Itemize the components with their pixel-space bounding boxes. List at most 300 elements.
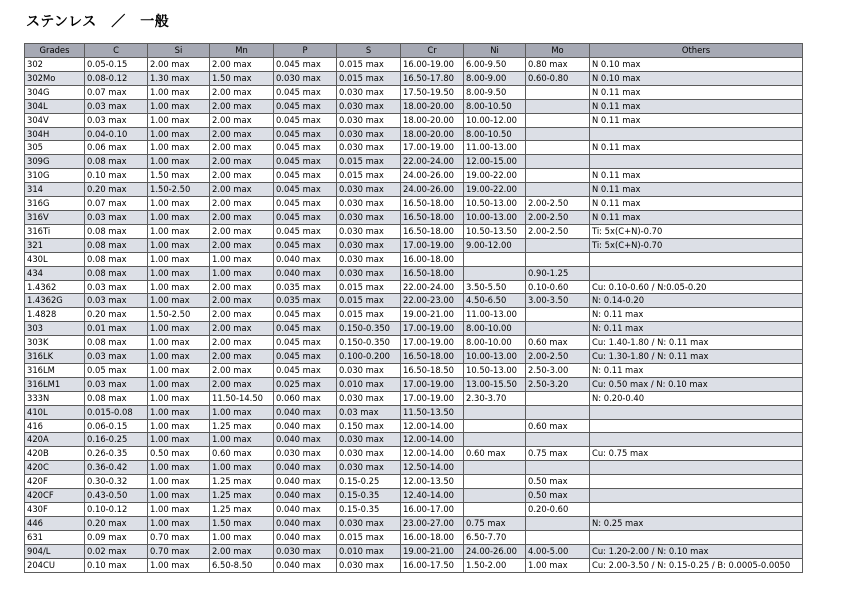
- cell-mn: 2.00 max: [210, 197, 274, 211]
- table-row: [25, 266, 803, 280]
- cell-s: 0.03 max: [337, 405, 401, 419]
- cell-grade: 316LK: [25, 350, 85, 364]
- cell-mn: 2.00 max: [210, 350, 274, 364]
- cell-others: [590, 475, 803, 489]
- cell-s: 0.030 max: [337, 461, 401, 475]
- cell-cr: 22.00-24.00: [401, 280, 464, 294]
- cell-mo: 0.50 max: [526, 475, 590, 489]
- cell-si: 1.00 max: [148, 252, 210, 266]
- cell-grade: 304G: [25, 85, 85, 99]
- cell-others: [590, 489, 803, 503]
- cell-cr: 17.00-19.00: [401, 238, 464, 252]
- cell-s: 0.015 max: [337, 169, 401, 183]
- cell-cr: 17.00-19.00: [401, 391, 464, 405]
- cell-others: N 0.11 max: [590, 85, 803, 99]
- cell-si: 1.00 max: [148, 363, 210, 377]
- header-mo: Mo: [526, 44, 590, 58]
- cell-s: 0.015 max: [337, 308, 401, 322]
- cell-grade: 904/L: [25, 544, 85, 558]
- cell-others: [590, 503, 803, 517]
- cell-others: N: 0.11 max: [590, 308, 803, 322]
- cell-s: 0.100-0.200: [337, 350, 401, 364]
- cell-cr: 18.00-20.00: [401, 113, 464, 127]
- cell-mn: 11.50-14.50: [210, 391, 274, 405]
- cell-si: 0.70 max: [148, 530, 210, 544]
- cell-c: 0.20 max: [85, 516, 148, 530]
- cell-si: 1.00 max: [148, 503, 210, 517]
- cell-mo: [526, 99, 590, 113]
- cell-p: 0.040 max: [274, 461, 337, 475]
- cell-others: [590, 252, 803, 266]
- cell-grade: 631: [25, 530, 85, 544]
- cell-s: 0.010 max: [337, 377, 401, 391]
- cell-grade: 305: [25, 141, 85, 155]
- cell-mn: 2.00 max: [210, 169, 274, 183]
- cell-s: 0.15-0.35: [337, 489, 401, 503]
- cell-c: 0.08 max: [85, 391, 148, 405]
- cell-cr: 12.00-14.00: [401, 447, 464, 461]
- cell-p: 0.045 max: [274, 85, 337, 99]
- cell-grade: 304L: [25, 99, 85, 113]
- cell-mo: [526, 461, 590, 475]
- cell-cr: 22.00-23.00: [401, 294, 464, 308]
- cell-si: 1.00 max: [148, 210, 210, 224]
- cell-c: 0.08 max: [85, 266, 148, 280]
- table-row: [25, 155, 803, 169]
- cell-cr: 24.00-26.00: [401, 183, 464, 197]
- cell-p: 0.060 max: [274, 391, 337, 405]
- cell-p: 0.045 max: [274, 363, 337, 377]
- table-row: [25, 294, 803, 308]
- cell-others: Cu: 0.50 max / N: 0.10 max: [590, 377, 803, 391]
- cell-grade: 420B: [25, 447, 85, 461]
- cell-grade: 1.4362: [25, 280, 85, 294]
- cell-si: 1.30 max: [148, 71, 210, 85]
- cell-others: N: 0.11 max: [590, 322, 803, 336]
- cell-mo: [526, 238, 590, 252]
- cell-p: 0.040 max: [274, 558, 337, 572]
- cell-mn: 1.00 max: [210, 433, 274, 447]
- cell-p: 0.045 max: [274, 350, 337, 364]
- table-row: [25, 322, 803, 336]
- cell-s: 0.150 max: [337, 419, 401, 433]
- cell-p: 0.035 max: [274, 280, 337, 294]
- cell-si: 1.00 max: [148, 99, 210, 113]
- cell-mn: 1.00 max: [210, 405, 274, 419]
- cell-mo: [526, 113, 590, 127]
- cell-s: 0.030 max: [337, 266, 401, 280]
- cell-s: 0.030 max: [337, 516, 401, 530]
- cell-cr: 16.00-17.00: [401, 503, 464, 517]
- cell-c: 0.20 max: [85, 183, 148, 197]
- cell-cr: 16.50-17.80: [401, 71, 464, 85]
- cell-grade: 333N: [25, 391, 85, 405]
- table-row: [25, 461, 803, 475]
- cell-s: 0.030 max: [337, 197, 401, 211]
- cell-cr: 22.00-24.00: [401, 155, 464, 169]
- cell-grade: 321: [25, 238, 85, 252]
- table-row: [25, 85, 803, 99]
- cell-mn: 1.25 max: [210, 503, 274, 517]
- cell-grade: 310G: [25, 169, 85, 183]
- cell-cr: 12.00-14.00: [401, 433, 464, 447]
- cell-si: 1.00 max: [148, 475, 210, 489]
- cell-ni: [464, 252, 526, 266]
- cell-s: 0.030 max: [337, 127, 401, 141]
- cell-others: N 0.11 max: [590, 210, 803, 224]
- cell-others: [590, 127, 803, 141]
- cell-c: 0.06-0.15: [85, 419, 148, 433]
- cell-mn: 2.00 max: [210, 544, 274, 558]
- cell-mn: 2.00 max: [210, 280, 274, 294]
- cell-c: 0.03 max: [85, 350, 148, 364]
- cell-cr: 17.00-19.00: [401, 322, 464, 336]
- cell-mn: 2.00 max: [210, 210, 274, 224]
- cell-mo: 0.10-0.60: [526, 280, 590, 294]
- cell-cr: 18.00-20.00: [401, 127, 464, 141]
- cell-s: 0.030 max: [337, 238, 401, 252]
- cell-grade: 410L: [25, 405, 85, 419]
- cell-si: 1.00 max: [148, 238, 210, 252]
- cell-grade: 316LM: [25, 363, 85, 377]
- cell-others: N: 0.14-0.20: [590, 294, 803, 308]
- cell-mn: 2.00 max: [210, 377, 274, 391]
- cell-mo: [526, 183, 590, 197]
- table-row: [25, 363, 803, 377]
- cell-others: N 0.11 max: [590, 99, 803, 113]
- cell-mn: 2.00 max: [210, 127, 274, 141]
- cell-others: N 0.10 max: [590, 71, 803, 85]
- cell-others: N: 0.25 max: [590, 516, 803, 530]
- cell-p: 0.045 max: [274, 141, 337, 155]
- cell-ni: 10.00-13.00: [464, 210, 526, 224]
- cell-si: 1.00 max: [148, 266, 210, 280]
- cell-others: Cu: 1.20-2.00 / N: 0.10 max: [590, 544, 803, 558]
- cell-si: 1.50 max: [148, 169, 210, 183]
- cell-s: 0.015 max: [337, 294, 401, 308]
- table-row: [25, 516, 803, 530]
- cell-mn: 1.50 max: [210, 516, 274, 530]
- cell-p: 0.030 max: [274, 447, 337, 461]
- cell-s: 0.015 max: [337, 530, 401, 544]
- cell-s: 0.030 max: [337, 391, 401, 405]
- cell-others: Cu: 0.10-0.60 / N:0.05-0.20: [590, 280, 803, 294]
- cell-p: 0.040 max: [274, 419, 337, 433]
- table-row: [25, 447, 803, 461]
- cell-mo: [526, 127, 590, 141]
- cell-grade: 316G: [25, 197, 85, 211]
- cell-others: [590, 433, 803, 447]
- cell-c: 0.09 max: [85, 530, 148, 544]
- cell-si: 1.00 max: [148, 489, 210, 503]
- cell-others: Ti: 5x(C+N)-0.70: [590, 238, 803, 252]
- cell-mo: 1.00 max: [526, 558, 590, 572]
- cell-mn: 6.50-8.50: [210, 558, 274, 572]
- cell-cr: 16.00-18.00: [401, 252, 464, 266]
- cell-mo: 2.00-2.50: [526, 210, 590, 224]
- cell-s: 0.010 max: [337, 544, 401, 558]
- cell-others: N 0.11 max: [590, 183, 803, 197]
- table-row: [25, 169, 803, 183]
- cell-cr: 12.00-13.50: [401, 475, 464, 489]
- cell-cr: 17.00-19.00: [401, 336, 464, 350]
- table-row: [25, 350, 803, 364]
- cell-p: 0.040 max: [274, 405, 337, 419]
- cell-cr: 16.00-19.00: [401, 58, 464, 72]
- cell-p: 0.045 max: [274, 155, 337, 169]
- cell-cr: 16.50-18.00: [401, 224, 464, 238]
- cell-mo: 0.60 max: [526, 336, 590, 350]
- cell-cr: 16.50-18.00: [401, 266, 464, 280]
- cell-c: 0.08 max: [85, 336, 148, 350]
- cell-p: 0.040 max: [274, 489, 337, 503]
- cell-s: 0.15-0.25: [337, 475, 401, 489]
- cell-p: 0.045 max: [274, 308, 337, 322]
- cell-c: 0.05-0.15: [85, 58, 148, 72]
- cell-cr: 16.00-17.50: [401, 558, 464, 572]
- cell-mo: [526, 252, 590, 266]
- cell-mn: 2.00 max: [210, 85, 274, 99]
- cell-s: 0.015 max: [337, 71, 401, 85]
- cell-p: 0.040 max: [274, 252, 337, 266]
- table-row: [25, 419, 803, 433]
- cell-cr: 24.00-26.00: [401, 169, 464, 183]
- page-title: ステンレス ／ 一般: [26, 14, 170, 30]
- table-row: [25, 558, 803, 572]
- header-si: Si: [148, 44, 210, 58]
- header-c: C: [85, 44, 148, 58]
- cell-others: [590, 419, 803, 433]
- cell-c: 0.02 max: [85, 544, 148, 558]
- cell-others: [590, 530, 803, 544]
- cell-c: 0.08 max: [85, 224, 148, 238]
- cell-ni: 3.50-5.50: [464, 280, 526, 294]
- cell-si: 1.00 max: [148, 419, 210, 433]
- cell-mn: 2.00 max: [210, 238, 274, 252]
- table-row: [25, 252, 803, 266]
- cell-mn: 2.00 max: [210, 99, 274, 113]
- cell-mn: 1.25 max: [210, 419, 274, 433]
- cell-grade: 446: [25, 516, 85, 530]
- cell-c: 0.04-0.10: [85, 127, 148, 141]
- cell-p: 0.045 max: [274, 224, 337, 238]
- cell-s: 0.030 max: [337, 183, 401, 197]
- cell-grade: 316V: [25, 210, 85, 224]
- cell-others: Cu: 1.30-1.80 / N: 0.11 max: [590, 350, 803, 364]
- cell-c: 0.01 max: [85, 322, 148, 336]
- cell-mo: [526, 391, 590, 405]
- cell-c: 0.30-0.32: [85, 475, 148, 489]
- cell-ni: [464, 475, 526, 489]
- cell-mo: 0.60 max: [526, 419, 590, 433]
- cell-mn: 0.60 max: [210, 447, 274, 461]
- cell-c: 0.07 max: [85, 197, 148, 211]
- cell-cr: 11.50-13.50: [401, 405, 464, 419]
- cell-s: 0.150-0.350: [337, 322, 401, 336]
- cell-mn: 2.00 max: [210, 58, 274, 72]
- cell-si: 1.00 max: [148, 377, 210, 391]
- cell-p: 0.030 max: [274, 544, 337, 558]
- cell-ni: 19.00-22.00: [464, 169, 526, 183]
- table-row: [25, 336, 803, 350]
- cell-mn: 2.00 max: [210, 155, 274, 169]
- cell-si: 1.00 max: [148, 294, 210, 308]
- cell-si: 1.00 max: [148, 141, 210, 155]
- cell-grade: 416: [25, 419, 85, 433]
- cell-cr: 23.00-27.00: [401, 516, 464, 530]
- cell-others: [590, 461, 803, 475]
- cell-p: 0.040 max: [274, 433, 337, 447]
- table-row: [25, 197, 803, 211]
- cell-mn: 2.00 max: [210, 336, 274, 350]
- table-row: [25, 113, 803, 127]
- cell-mn: 2.00 max: [210, 183, 274, 197]
- cell-ni: 8.00-10.00: [464, 336, 526, 350]
- cell-grade: 302Mo: [25, 71, 85, 85]
- cell-ni: [464, 405, 526, 419]
- cell-mn: 2.00 max: [210, 224, 274, 238]
- cell-ni: 6.50-7.70: [464, 530, 526, 544]
- table-row: [25, 210, 803, 224]
- cell-mo: 2.50-3.00: [526, 363, 590, 377]
- table-row: [25, 183, 803, 197]
- cell-p: 0.045 max: [274, 322, 337, 336]
- cell-s: 0.015 max: [337, 280, 401, 294]
- cell-c: 0.36-0.42: [85, 461, 148, 475]
- cell-ni: 9.00-12.00: [464, 238, 526, 252]
- cell-ni: 6.00-9.50: [464, 58, 526, 72]
- cell-p: 0.045 max: [274, 127, 337, 141]
- cell-si: 1.00 max: [148, 433, 210, 447]
- cell-ni: [464, 461, 526, 475]
- cell-ni: 24.00-26.00: [464, 544, 526, 558]
- cell-si: 0.50 max: [148, 447, 210, 461]
- cell-ni: 12.00-15.00: [464, 155, 526, 169]
- cell-si: 1.00 max: [148, 113, 210, 127]
- cell-grade: 1.4362G: [25, 294, 85, 308]
- cell-cr: 19.00-21.00: [401, 308, 464, 322]
- cell-s: 0.030 max: [337, 558, 401, 572]
- cell-c: 0.03 max: [85, 377, 148, 391]
- cell-others: N 0.11 max: [590, 141, 803, 155]
- cell-mn: 2.00 max: [210, 363, 274, 377]
- table-row: [25, 391, 803, 405]
- cell-mn: 1.25 max: [210, 489, 274, 503]
- cell-ni: 2.30-3.70: [464, 391, 526, 405]
- cell-ni: 10.50-13.00: [464, 197, 526, 211]
- cell-ni: 8.00-9.00: [464, 71, 526, 85]
- cell-c: 0.08 max: [85, 252, 148, 266]
- table-row: [25, 405, 803, 419]
- cell-c: 0.03 max: [85, 113, 148, 127]
- cell-si: 1.00 max: [148, 516, 210, 530]
- table-row: [25, 58, 803, 72]
- cell-c: 0.08 max: [85, 238, 148, 252]
- cell-s: 0.030 max: [337, 363, 401, 377]
- cell-others: Cu: 1.40-1.80 / N: 0.11 max: [590, 336, 803, 350]
- cell-grade: 1.4828: [25, 308, 85, 322]
- cell-c: 0.08-0.12: [85, 71, 148, 85]
- cell-grade: 304H: [25, 127, 85, 141]
- table-row: [25, 99, 803, 113]
- cell-mn: 2.00 max: [210, 113, 274, 127]
- cell-c: 0.08 max: [85, 155, 148, 169]
- cell-ni: 1.50-2.00: [464, 558, 526, 572]
- table-row: [25, 503, 803, 517]
- cell-p: 0.045 max: [274, 238, 337, 252]
- cell-ni: 4.50-6.50: [464, 294, 526, 308]
- cell-p: 0.030 max: [274, 71, 337, 85]
- cell-others: [590, 155, 803, 169]
- table-row: [25, 308, 803, 322]
- cell-ni: 8.00-10.50: [464, 127, 526, 141]
- cell-cr: 19.00-21.00: [401, 544, 464, 558]
- cell-cr: 18.00-20.00: [401, 99, 464, 113]
- cell-mo: 0.60-0.80: [526, 71, 590, 85]
- cell-si: 1.00 max: [148, 197, 210, 211]
- cell-ni: 8.00-10.50: [464, 99, 526, 113]
- cell-grade: 430L: [25, 252, 85, 266]
- cell-mn: 1.00 max: [210, 266, 274, 280]
- cell-c: 0.03 max: [85, 294, 148, 308]
- cell-p: 0.045 max: [274, 183, 337, 197]
- cell-c: 0.43-0.50: [85, 489, 148, 503]
- cell-ni: [464, 419, 526, 433]
- cell-cr: 16.50-18.00: [401, 210, 464, 224]
- cell-grade: 434: [25, 266, 85, 280]
- cell-grade: 316LM1: [25, 377, 85, 391]
- table-row: [25, 489, 803, 503]
- cell-si: 1.00 max: [148, 224, 210, 238]
- cell-ni: 11.00-13.00: [464, 141, 526, 155]
- cell-mo: [526, 169, 590, 183]
- cell-others: [590, 266, 803, 280]
- cell-p: 0.040 max: [274, 475, 337, 489]
- cell-mn: 1.25 max: [210, 475, 274, 489]
- cell-c: 0.06 max: [85, 141, 148, 155]
- cell-others: N 0.11 max: [590, 113, 803, 127]
- stainless-grades-table: [24, 43, 803, 573]
- cell-c: 0.10 max: [85, 558, 148, 572]
- cell-si: 1.00 max: [148, 127, 210, 141]
- cell-s: 0.015 max: [337, 155, 401, 169]
- cell-si: 1.50-2.50: [148, 183, 210, 197]
- cell-c: 0.03 max: [85, 280, 148, 294]
- cell-mn: 2.00 max: [210, 141, 274, 155]
- cell-cr: 16.50-18.50: [401, 363, 464, 377]
- cell-si: 1.50-2.50: [148, 308, 210, 322]
- table-row: [25, 544, 803, 558]
- cell-others: [590, 405, 803, 419]
- cell-mn: 1.50 max: [210, 71, 274, 85]
- cell-si: 1.00 max: [148, 322, 210, 336]
- cell-si: 0.70 max: [148, 544, 210, 558]
- cell-c: 0.015-0.08: [85, 405, 148, 419]
- cell-mo: 2.50-3.20: [526, 377, 590, 391]
- cell-p: 0.025 max: [274, 377, 337, 391]
- cell-s: 0.150-0.350: [337, 336, 401, 350]
- table-header-row: [25, 44, 803, 58]
- cell-cr: 12.00-14.00: [401, 419, 464, 433]
- cell-s: 0.15-0.35: [337, 503, 401, 517]
- cell-mo: 0.80 max: [526, 58, 590, 72]
- cell-ni: [464, 433, 526, 447]
- cell-ni: [464, 489, 526, 503]
- header-ni: Ni: [464, 44, 526, 58]
- cell-mo: [526, 322, 590, 336]
- cell-cr: 17.00-19.00: [401, 141, 464, 155]
- cell-c: 0.26-0.35: [85, 447, 148, 461]
